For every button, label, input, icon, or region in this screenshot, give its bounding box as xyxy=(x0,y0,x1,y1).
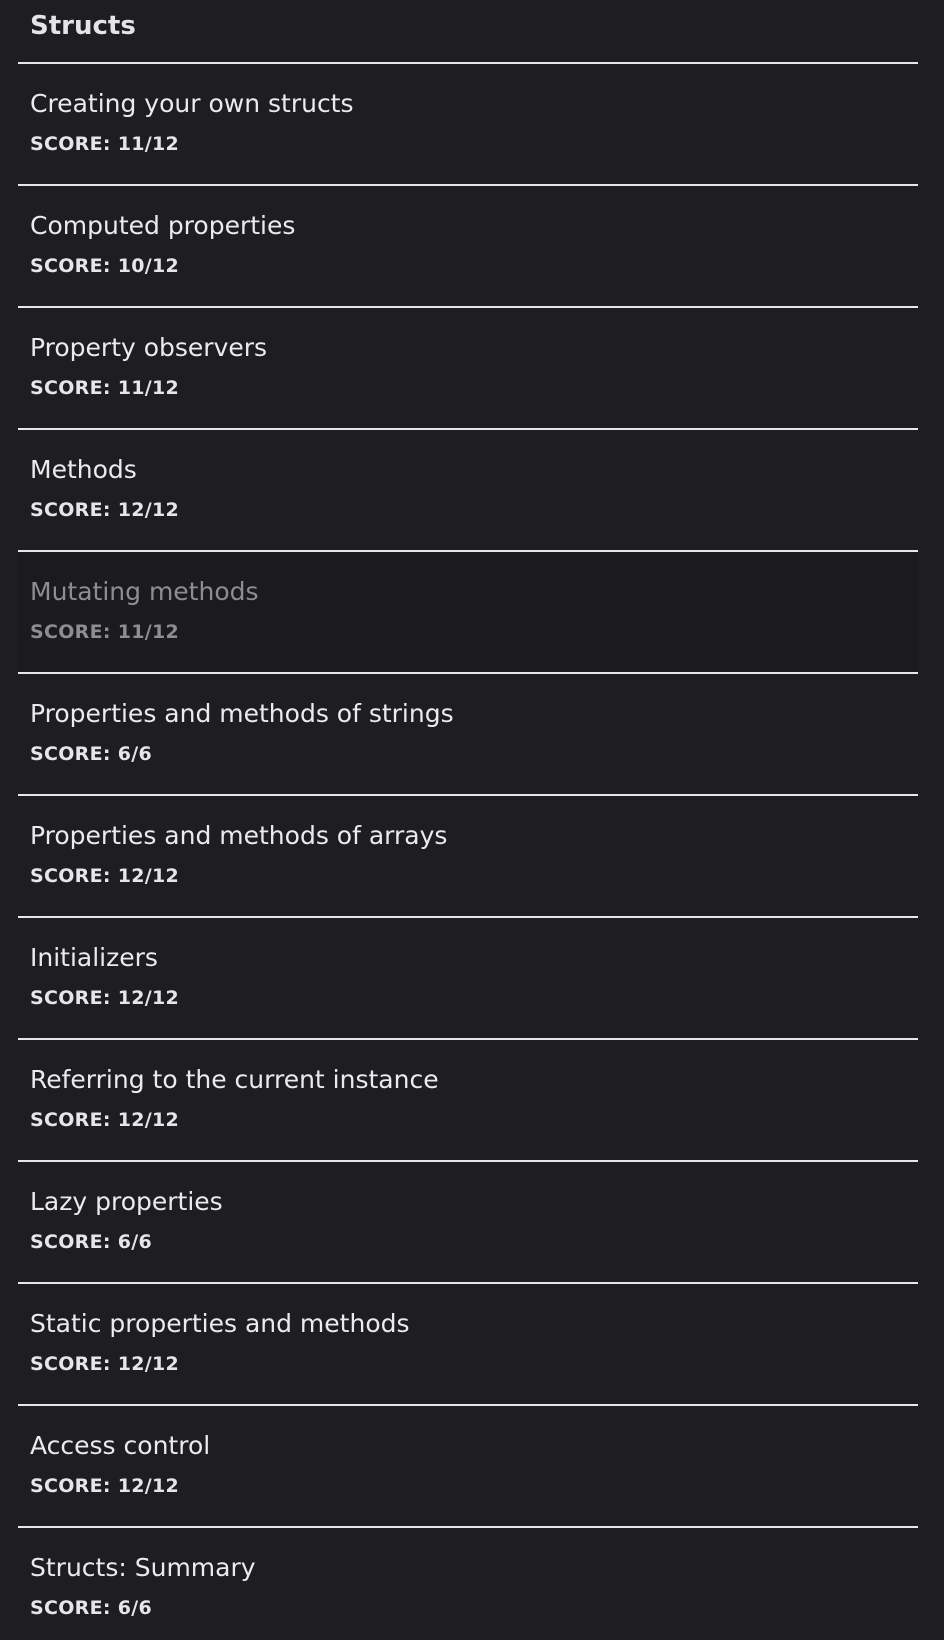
lesson-score: SCORE: 11/12 xyxy=(30,377,180,399)
lesson-score: SCORE: 6/6 xyxy=(30,1597,152,1619)
lesson-row[interactable] xyxy=(18,1526,918,1640)
lesson-title: Creating your own structs xyxy=(30,89,354,118)
lesson-score: SCORE: 12/12 xyxy=(30,987,180,1009)
lesson-score: SCORE: 12/12 xyxy=(30,499,180,521)
lesson-row[interactable] xyxy=(18,916,918,1038)
lesson-title: Methods xyxy=(30,455,137,484)
lesson-row[interactable] xyxy=(18,428,918,550)
lesson-row[interactable] xyxy=(18,184,918,306)
lesson-title: Access control xyxy=(30,1431,211,1460)
lesson-row[interactable] xyxy=(18,62,918,184)
lesson-row[interactable] xyxy=(18,794,918,916)
lesson-row[interactable] xyxy=(18,1160,918,1282)
lesson-score: SCORE: 12/12 xyxy=(30,1109,180,1131)
lesson-title: Properties and methods of strings xyxy=(30,699,454,728)
lesson-title: Static properties and methods xyxy=(30,1309,410,1338)
lesson-row[interactable] xyxy=(18,550,918,672)
lesson-score: SCORE: 12/12 xyxy=(30,1475,180,1497)
section-title: Structs xyxy=(30,11,136,41)
lesson-title: Mutating methods xyxy=(30,577,259,606)
lesson-score: SCORE: 12/12 xyxy=(30,865,180,887)
lesson-score: SCORE: 11/12 xyxy=(30,621,180,643)
lesson-score: SCORE: 10/12 xyxy=(30,255,180,277)
lesson-row[interactable] xyxy=(18,672,918,794)
lesson-list xyxy=(18,62,918,1640)
lesson-title: Computed properties xyxy=(30,211,296,240)
lesson-row[interactable] xyxy=(18,1404,918,1526)
lesson-row[interactable] xyxy=(18,1038,918,1160)
lesson-title: Property observers xyxy=(30,333,268,362)
lesson-title: Initializers xyxy=(30,943,158,972)
lesson-score: SCORE: 12/12 xyxy=(30,1353,180,1375)
lesson-title: Structs: Summary xyxy=(30,1553,256,1582)
lesson-title: Referring to the current instance xyxy=(30,1065,439,1094)
lesson-score: SCORE: 6/6 xyxy=(30,743,152,765)
lesson-score: SCORE: 11/12 xyxy=(30,133,180,155)
lesson-title: Properties and methods of arrays xyxy=(30,821,448,850)
lesson-row[interactable] xyxy=(18,1282,918,1404)
lesson-row[interactable] xyxy=(18,306,918,428)
lesson-title: Lazy properties xyxy=(30,1187,223,1216)
lesson-score: SCORE: 6/6 xyxy=(30,1231,152,1253)
